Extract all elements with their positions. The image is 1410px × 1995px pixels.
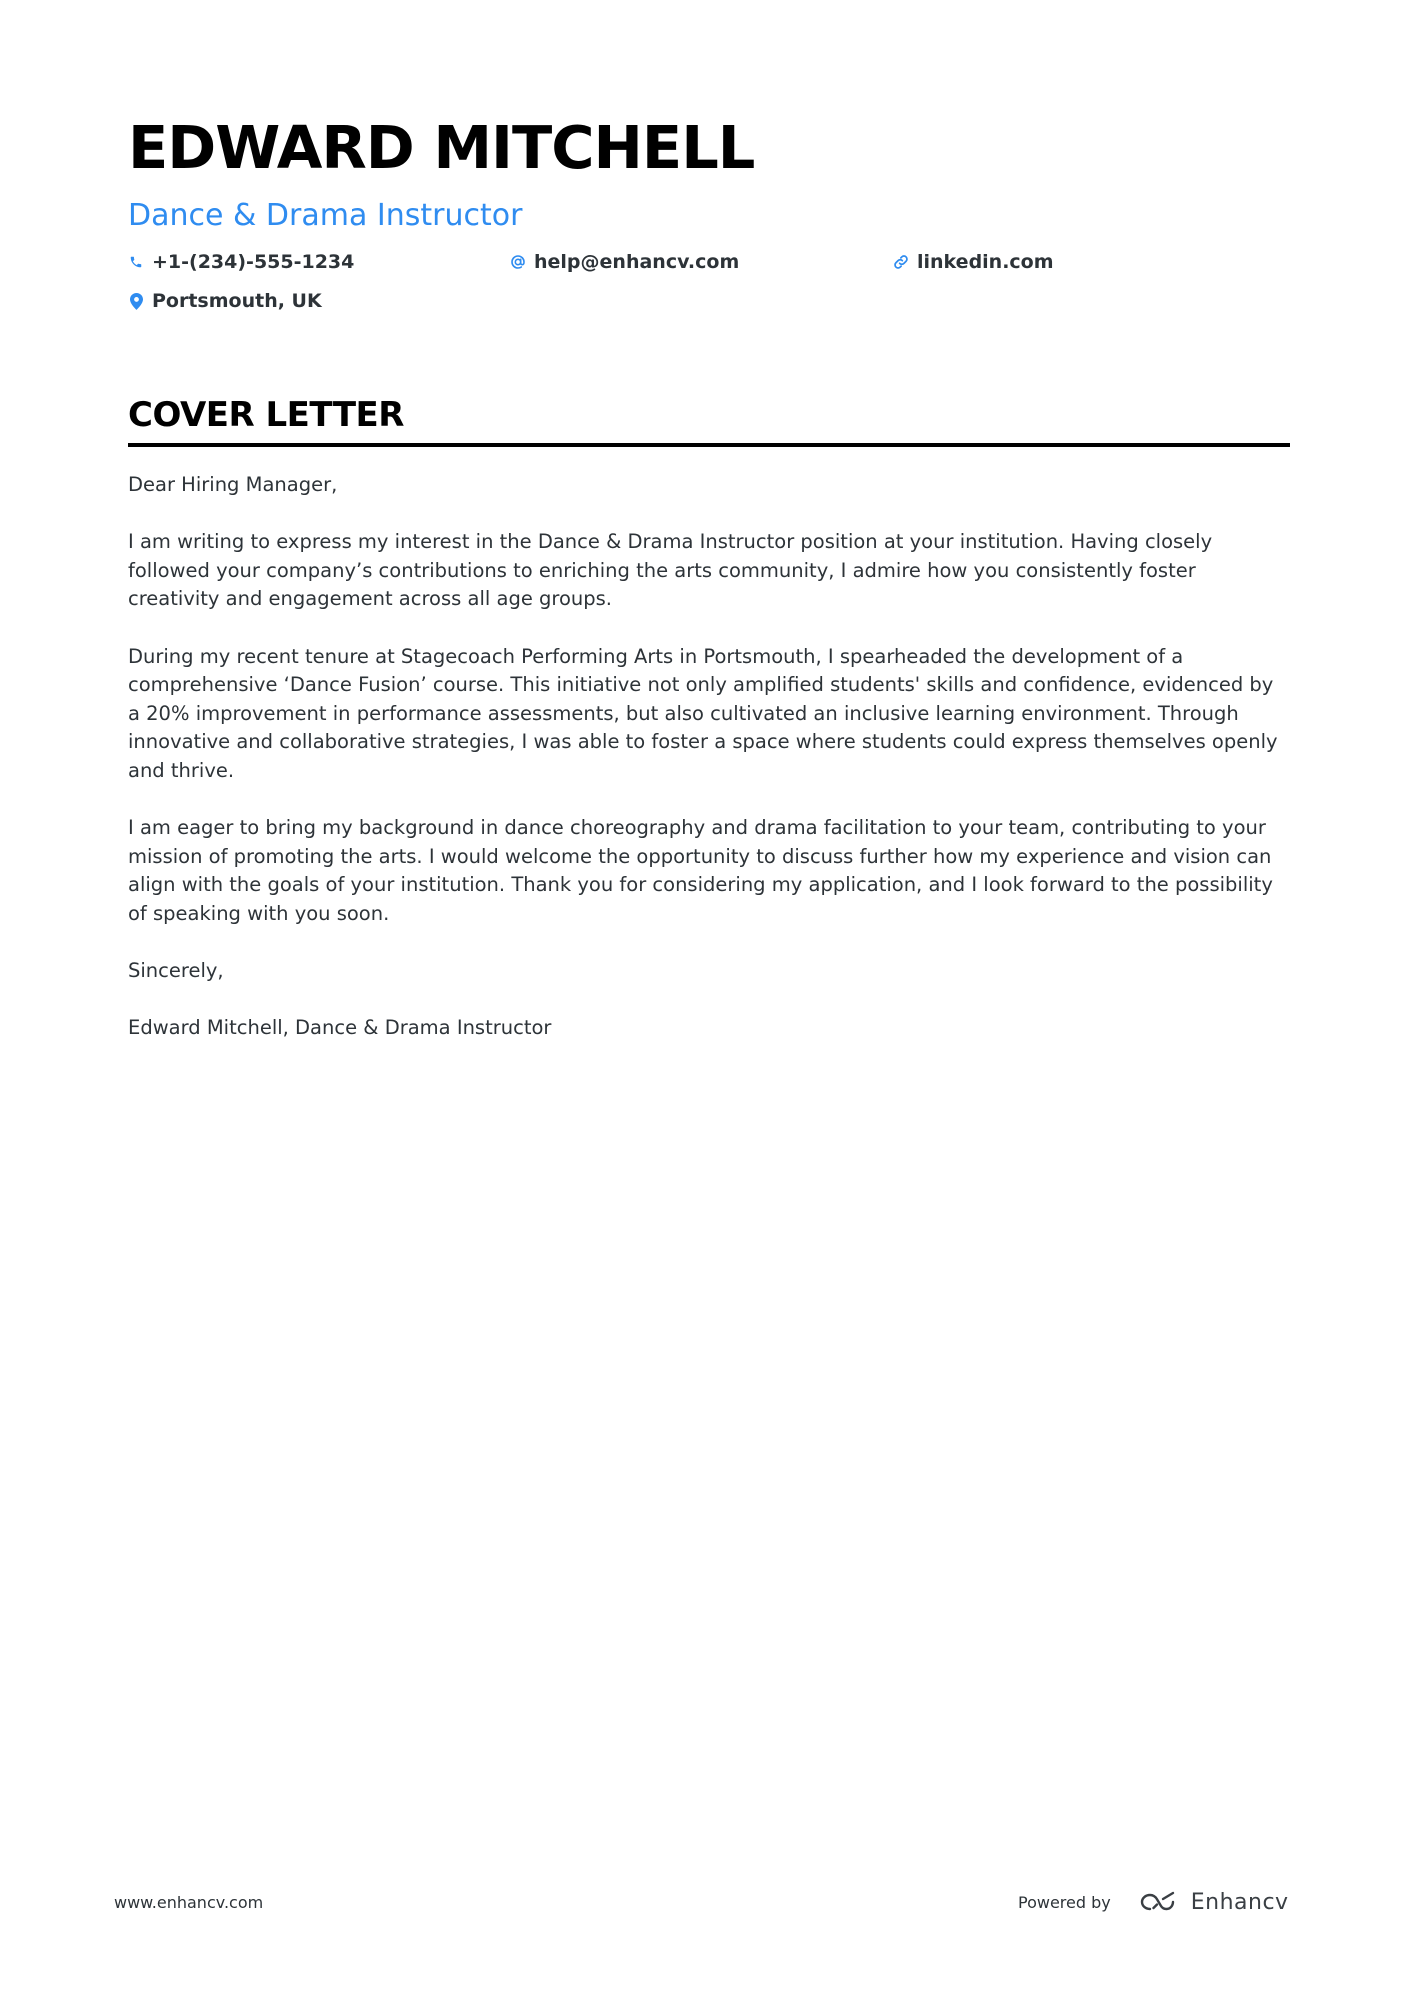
section-divider — [128, 443, 1290, 447]
location-text: Portsmouth, UK — [152, 290, 322, 312]
cover-letter-section — [128, 393, 1290, 1071]
contact-linkedin[interactable] — [893, 248, 1054, 276]
letter-paragraph: I am writing to express my interest in the Dance & Drama Instructor position at your institution. Having closely followed your company’s contributions to enriching the arts community, I admire how you consistently foster creativity and engagement across all age groups. — [128, 530, 1213, 611]
powered-by-label: Powered by — [1018, 1892, 1111, 1912]
candidate-role: Dance & Drama Instructor — [128, 198, 523, 233]
candidate-name: EDWARD MITCHELL — [128, 113, 755, 182]
location-pin-icon — [128, 292, 144, 310]
linkedin-text: linkedin.com — [917, 251, 1054, 273]
letter-paragraph: I am eager to bring my background in dance choreography and drama facilitation to your team, contributing to your mission of promoting the arts. I would welcome the opportunity to discuss further how my experience and vision can align with the goals of your institution. Thank you for considering my application, and I look forward to the possibility of speaking with you soon. — [128, 816, 1273, 925]
signature: Edward Mitchell, Dance & Drama Instructor — [128, 1016, 552, 1040]
contact-phone — [128, 248, 354, 276]
letter-paragraph: During my recent tenure at Stagecoach Performing Arts in Portsmouth, I spearheaded the development of a comprehensive ‘Dance Fusion’ course. This initiative not only amplified students' skills and confidence, evidenced by a 20% improvement in performance assessments, but also cultivated an inclusive learning environment. Through innovative and collaborative strategies, I was able to foster a space where students could express themselves openly and thrive. — [128, 644, 1278, 782]
header — [128, 108, 1288, 326]
footer-website[interactable]: www.enhancv.com — [114, 1893, 264, 1912]
brand-name: Enhancv — [1190, 1889, 1289, 1915]
section-title: COVER LETTER — [128, 395, 404, 435]
contact-info — [128, 246, 1288, 326]
contact-location — [128, 287, 322, 315]
link-icon — [893, 253, 909, 271]
email-text: help@enhancv.com — [534, 251, 740, 273]
at-icon — [510, 253, 526, 271]
letter-body — [128, 471, 1290, 1043]
phone-icon — [128, 253, 144, 271]
footer-branding — [1018, 1884, 1289, 1920]
contact-email[interactable] — [510, 248, 739, 276]
closing: Sincerely, — [128, 959, 224, 983]
phone-text: +1-(234)-555-1234 — [152, 251, 355, 273]
salutation: Dear Hiring Manager, — [128, 473, 338, 496]
enhancv-logo-icon — [1135, 1889, 1181, 1915]
